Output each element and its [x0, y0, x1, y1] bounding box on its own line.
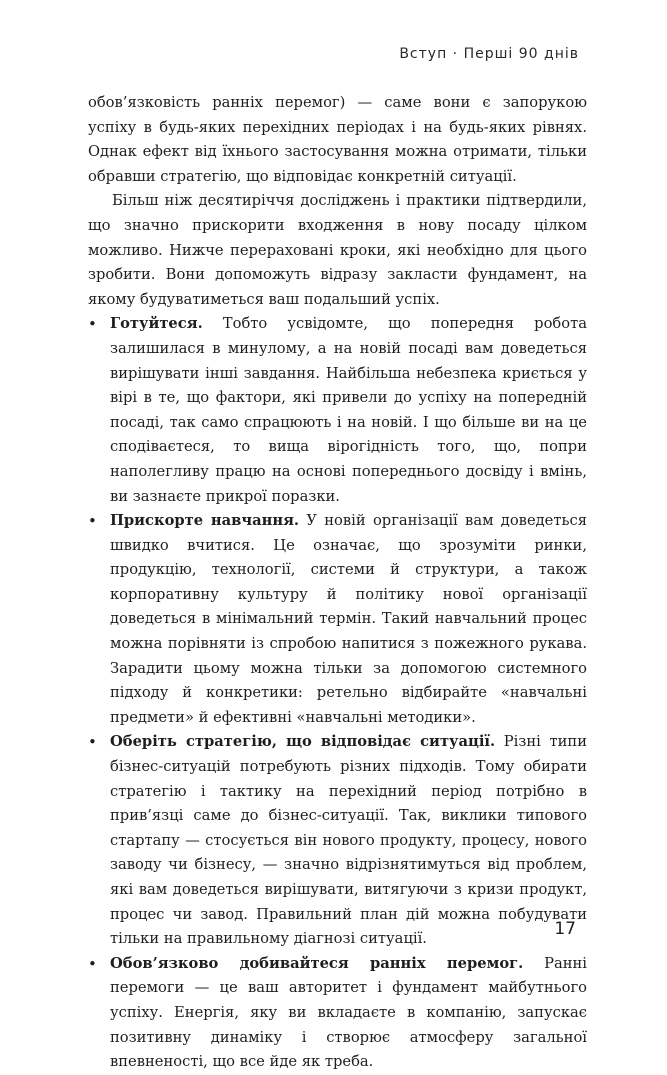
bullet-marker: • — [88, 954, 97, 973]
bullet-title: Прискорте навчання. — [110, 512, 300, 530]
bullet-title: Обов’язково добивайтеся ранніх перемог. — [110, 954, 524, 972]
bullet-text: Різні типи бізнес-ситуацій потребують різних підходів. Тому обирати стратегію і тактику на перехідний період потрібно в прив’язці саме до бізнес-ситуації. Так, виклики типового стартапу — стосується він нового продукту, процесу, нового заводу чи бізнесу, — значно відрізнятимуться від проблем, які вам доведеться вирішувати, витягуючи з кризи продукт, процес чи завод. Правильний план дій можна побудувати тільки на правильному діагнозі ситуації. — [110, 733, 587, 948]
running-header: Вступ · Перші 90 днів — [399, 46, 579, 62]
paragraph: обов’язковість ранніх перемог) — саме вони є запорукою успіху в будь-яких перехідних періодах і на будь-яких рівнях. Однак ефект від їхнього застосування можна отримати, тільки обравши стратегію, що відповідає конкретній ситуації. — [88, 94, 587, 185]
bullet-list — [88, 312, 587, 1074]
bullet-text: Ранні перемоги — це ваш авторитет і фундамент майбутнього успіху. Енергія, яку ви вкладаєте в компанію, запускає позитивну динаміку і створює атмосферу загальної впевненості, що все йде як треба. — [110, 954, 587, 1071]
page-body — [88, 91, 587, 1075]
bullet-marker: • — [88, 512, 97, 531]
bullet-item — [88, 509, 587, 730]
paragraph: Більш ніж десятиріччя досліджень і практики підтвердили, що значно прискорити входження в нову посаду цілком можливо. Нижче перераховані кроки, які необхідно для цього зробити. Вони допоможуть відразу закласти фундамент, на якому будуватиметься ваш подальший успіх. — [88, 192, 587, 308]
page-number: 17 — [554, 919, 576, 939]
bullet-text: Тобто усвідомте, що попередня робота залишилася в минулому, а на новій посаді вам доведеться вирішувати інші завдання. Найбільша небезпека криється у вірі в те, що фактори, які привели до успіху на попередній посаді, так само спрацюють і на новій. І що більше ви на це сподіваєтеся, то вища вірогідність того, що, попри наполегливу працю на основі попереднього досвіду і вмінь, ви зазнаєте прикрої поразки. — [110, 315, 587, 505]
bullet-item — [88, 312, 587, 509]
bullet-title: Оберіть стратегію, що відповідає ситуації. — [110, 733, 496, 751]
bullet-item — [88, 730, 587, 951]
bullet-item — [88, 952, 587, 1075]
bullet-title: Готуйтеся. — [110, 315, 203, 333]
bullet-marker: • — [88, 733, 97, 752]
bullet-marker: • — [88, 315, 97, 334]
bullet-text: У новій організації вам доведеться швидко вчитися. Це означає, що зрозуміти ринки, продукцію, технології, системи й структури, а також корпоративну культуру й політику нової організації доведеться в мінімальний термін. Такий навчальний процес можна порівняти із спробою напитися з пожежного рукава. Зарадити цьому можна тільки за допомогою системного підходу й конкретики: ретельно відбирайте «навчальні предмети» й ефективні «навчальні методики». — [110, 512, 587, 726]
